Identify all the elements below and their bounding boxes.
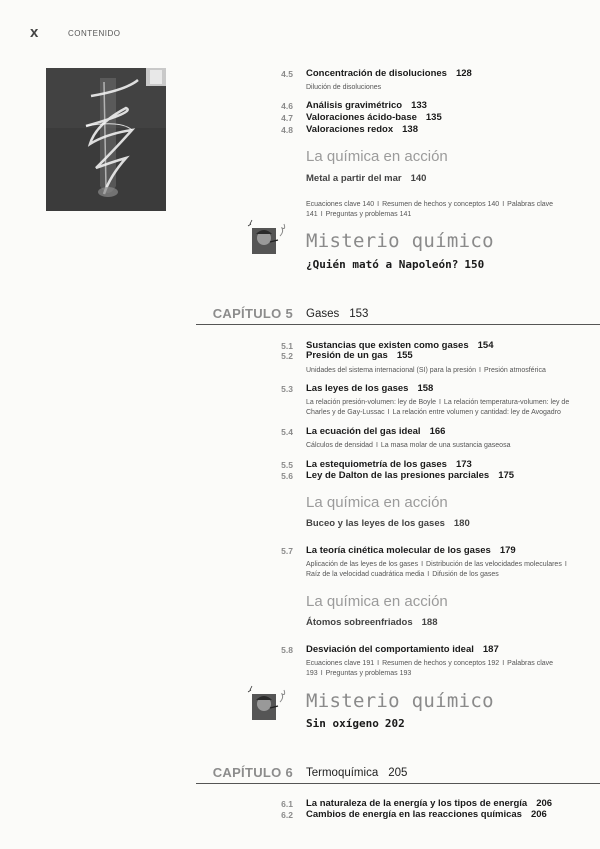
review-line: Ecuaciones clave 140 I Resumen de hechos y conceptos 140 I Palabras clave [306,201,554,208]
section-number: 5.7 [281,546,293,556]
section-number: 5.1 [281,341,293,351]
chapter-rule [196,324,600,325]
section-entry[interactable]: Análisis gravimétrico 133 [306,100,427,111]
section-entry[interactable]: La naturaleza de la energía y los tipos de energía 206 [306,798,553,809]
subsection-line: Raíz de la velocidad cuadrática media I Difusión de los gases [306,571,499,578]
section-number: 6.1 [281,799,293,809]
subsection-line: Charles y de Gay-Lussac I La relación entre volumen y cantidad: ley de Avogadro [306,409,561,416]
mystery-detective-icon [248,684,292,720]
review-line: 141 I Preguntas y problemas 141 [306,211,412,218]
section-number: 4.7 [281,113,293,123]
feature-entry[interactable]: Buceo y las leyes de los gases 180 [306,518,470,529]
mystery-entry[interactable]: ¿Quién mató a Napoleón? 150 [306,258,485,271]
subsection-line: Cálculos de densidad I La masa molar de una sustancia gaseosa [306,442,511,449]
review-line: Ecuaciones clave 191 I Resumen de hechos y conceptos 192 I Palabras clave [306,660,554,667]
subsection-line: La relación presión-volumen: ley de Boyle I La relación temperatura-volumen: ley de [306,399,570,406]
section-entry[interactable]: La teoría cinética molecular de los gases 179 [306,545,516,556]
section-entry[interactable]: Las leyes de los gases 158 [306,383,434,394]
chapter-label: CAPÍTULO 5 [212,306,293,321]
subsection-line: Dilución de disoluciones [306,84,382,91]
section-entry[interactable]: Cambios de energía en las reacciones químicas 206 [306,809,547,820]
section-number: 5.3 [281,384,293,394]
mystery-detective-icon [248,218,292,254]
chapter-title[interactable]: Gases 153 [306,308,369,320]
subsection-line: Aplicación de las leyes de los gases I Distribución de las velocidades moleculares I [306,561,567,568]
test-tube-image [46,68,166,211]
feature-heading: La química en acción [306,148,448,165]
section-entry[interactable]: Ley de Dalton de las presiones parciales 175 [306,470,515,481]
mystery-heading: Misterio químico [306,690,494,712]
chapter-label: CAPÍTULO 6 [212,765,293,780]
running-header: CONTENIDO [68,29,121,38]
mystery-heading: Misterio químico [306,230,494,252]
section-entry[interactable]: Valoraciones ácido-base 135 [306,112,442,123]
section-entry[interactable]: La estequiometría de los gases 173 [306,459,472,470]
section-number: 5.6 [281,471,293,481]
section-entry[interactable]: Sustancias que existen como gases 154 [306,340,494,351]
page-number: x [30,24,39,41]
section-entry[interactable]: La ecuación del gas ideal 166 [306,426,446,437]
subsection-line: Unidades del sistema internacional (SI) para la presión I Presión atmosférica [306,367,546,374]
section-number: 4.8 [281,125,293,135]
section-number: 5.4 [281,427,293,437]
review-line: 193 I Preguntas y problemas 193 [306,670,412,677]
section-entry[interactable]: Concentración de disoluciones 128 [306,68,472,79]
feature-entry[interactable]: Metal a partir del mar 140 [306,173,427,184]
chapter-title[interactable]: Termoquímica 205 [306,767,408,779]
section-entry[interactable]: Valoraciones redox 138 [306,124,418,135]
chapter-photo [46,68,166,211]
section-entry[interactable]: Presión de un gas 155 [306,350,413,361]
section-number: 4.5 [281,69,293,79]
section-entry[interactable]: Desviación del comportamiento ideal 187 [306,644,499,655]
chapter-rule [196,783,600,784]
feature-heading: La química en acción [306,593,448,610]
feature-heading: La química en acción [306,494,448,511]
section-number: 5.5 [281,460,293,470]
mystery-entry[interactable]: Sin oxígeno 202 [306,717,405,730]
section-number: 5.8 [281,645,293,655]
feature-entry[interactable]: Átomos sobreenfriados 188 [306,617,438,628]
section-number: 4.6 [281,101,293,111]
section-number: 5.2 [281,351,293,361]
section-number: 6.2 [281,810,293,820]
